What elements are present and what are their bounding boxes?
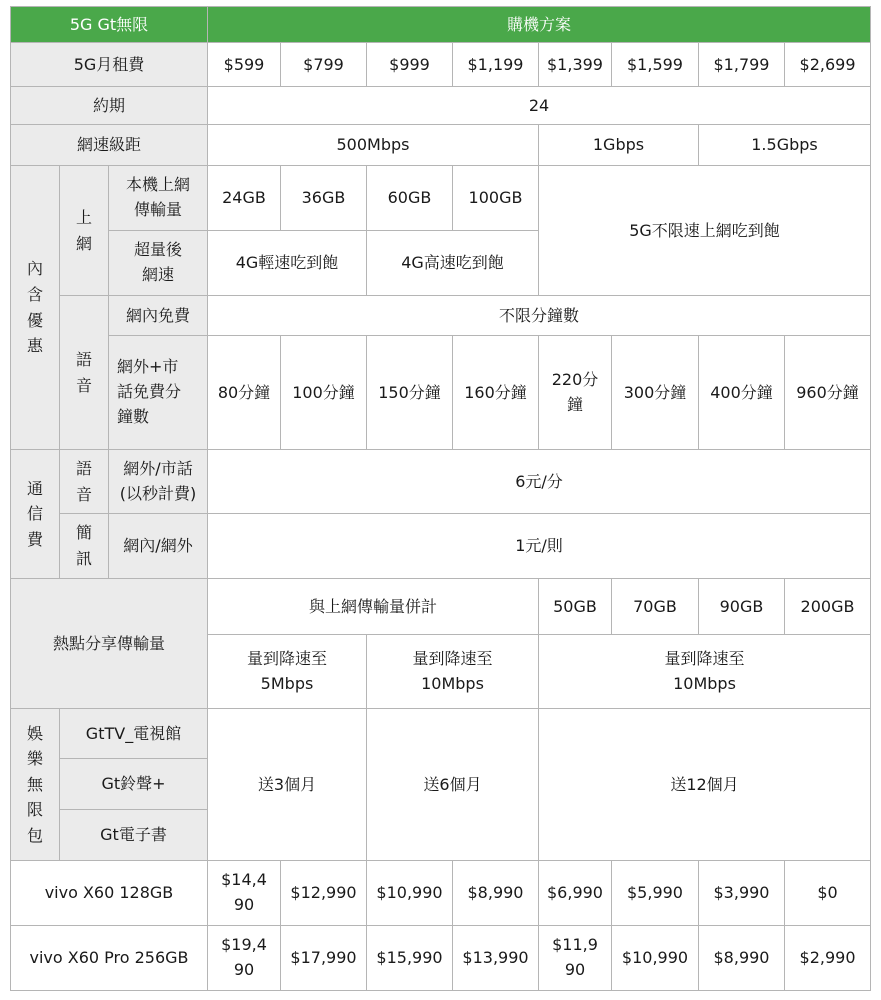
benefits-group-label: 內含優惠 <box>11 166 60 450</box>
local-data-cell: 60GB <box>367 166 453 231</box>
monthly-fee-cell: $799 <box>281 43 367 87</box>
device-name: vivo X60 128GB <box>11 861 208 926</box>
device-price-cell: $6,990 <box>539 861 612 926</box>
device-price-cell: $13,990 <box>453 926 539 991</box>
monthly-fee-cell: $1,599 <box>612 43 699 87</box>
local-data-label: 本機上網傳輸量 <box>109 166 208 231</box>
device-price-cell: $17,990 <box>281 926 367 991</box>
comm-voice-label: 語音 <box>60 450 109 514</box>
hotspot-cell: 200GB <box>785 579 871 635</box>
offnet-minutes-cell: 100分鐘 <box>281 336 367 450</box>
entertainment-value: 送6個月 <box>367 709 539 861</box>
monthly-fee-cell: $1,799 <box>699 43 785 87</box>
offnet-minutes-label: 網外+市話免費分鐘數 <box>109 336 208 450</box>
plan-table <box>10 6 871 991</box>
comm-sms-item: 網內/網外 <box>109 514 208 579</box>
comm-fee-group-label: 通信費 <box>11 450 60 579</box>
purchase-plan-header: 購機方案 <box>208 7 871 43</box>
device-price-cell: $3,990 <box>699 861 785 926</box>
unlimited-5g-cell: 5G不限速上網吃到飽 <box>539 166 871 296</box>
speed-tier-cell: 1.5Gbps <box>699 125 871 166</box>
entertainment-item: Gt電子書 <box>60 810 208 861</box>
device-price-cell: $11,990 <box>539 926 612 991</box>
after-cap-label: 超量後網速 <box>109 231 208 296</box>
offnet-minutes-cell: 400分鐘 <box>699 336 785 450</box>
offnet-minutes-cell: 80分鐘 <box>208 336 281 450</box>
entertainment-value: 送12個月 <box>539 709 871 861</box>
device-price-cell: $19,490 <box>208 926 281 991</box>
device-price-cell: $15,990 <box>367 926 453 991</box>
device-price-cell: $8,990 <box>453 861 539 926</box>
local-data-cell: 100GB <box>453 166 539 231</box>
device-price-cell: $10,990 <box>367 861 453 926</box>
hotspot-cell: 50GB <box>539 579 612 635</box>
data-group-label: 上網 <box>60 166 109 296</box>
hotspot-throttle-cell: 量到降速至5Mbps <box>208 635 367 709</box>
hotspot-throttle-cell: 量到降速至10Mbps <box>367 635 539 709</box>
hotspot-cell: 90GB <box>699 579 785 635</box>
hotspot-cell: 70GB <box>612 579 699 635</box>
monthly-fee-label: 5G月租費 <box>11 43 208 87</box>
monthly-fee-cell: $1,399 <box>539 43 612 87</box>
device-price-cell: $5,990 <box>612 861 699 926</box>
comm-sms-label: 簡訊 <box>60 514 109 579</box>
contract-label: 約期 <box>11 87 208 125</box>
local-data-cell: 36GB <box>281 166 367 231</box>
monthly-fee-cell: $999 <box>367 43 453 87</box>
monthly-fee-cell: $599 <box>208 43 281 87</box>
hotspot-label: 熱點分享傳輸量 <box>11 579 208 709</box>
offnet-minutes-cell: 960分鐘 <box>785 336 871 450</box>
device-price-cell: $12,990 <box>281 861 367 926</box>
device-price-cell: $14,490 <box>208 861 281 926</box>
after-cap-cell: 4G輕速吃到飽 <box>208 231 367 296</box>
contract-value: 24 <box>208 87 871 125</box>
speed-tier-cell: 500Mbps <box>208 125 539 166</box>
offnet-minutes-cell: 160分鐘 <box>453 336 539 450</box>
device-name: vivo X60 Pro 256GB <box>11 926 208 991</box>
speed-tier-label: 網速級距 <box>11 125 208 166</box>
device-price-cell: $0 <box>785 861 871 926</box>
offnet-minutes-cell: 300分鐘 <box>612 336 699 450</box>
offnet-minutes-cell: 150分鐘 <box>367 336 453 450</box>
comm-sms-rate: 1元/則 <box>208 514 871 579</box>
onnet-free-value: 不限分鐘數 <box>208 296 871 336</box>
device-price-cell: $2,990 <box>785 926 871 991</box>
hotspot-throttle-cell: 量到降速至10Mbps <box>539 635 871 709</box>
entertainment-value: 送3個月 <box>208 709 367 861</box>
after-cap-cell: 4G高速吃到飽 <box>367 231 539 296</box>
monthly-fee-cell: $2,699 <box>785 43 871 87</box>
hotspot-cell: 與上網傳輸量併計 <box>208 579 539 635</box>
entertainment-item: GtTV_電視館 <box>60 709 208 759</box>
entertainment-group-label: 娛樂無限包 <box>11 709 60 861</box>
plan-name-header: 5G Gt無限 <box>11 7 208 43</box>
comm-voice-rate: 6元/分 <box>208 450 871 514</box>
offnet-minutes-cell: 220分鐘 <box>539 336 612 450</box>
monthly-fee-cell: $1,199 <box>453 43 539 87</box>
voice-group-label: 語音 <box>60 296 109 450</box>
entertainment-item: Gt鈴聲+ <box>60 759 208 810</box>
device-price-cell: $10,990 <box>612 926 699 991</box>
onnet-free-label: 網內免費 <box>109 296 208 336</box>
local-data-cell: 24GB <box>208 166 281 231</box>
comm-voice-item: 網外/市話(以秒計費) <box>109 450 208 514</box>
speed-tier-cell: 1Gbps <box>539 125 699 166</box>
device-price-cell: $8,990 <box>699 926 785 991</box>
